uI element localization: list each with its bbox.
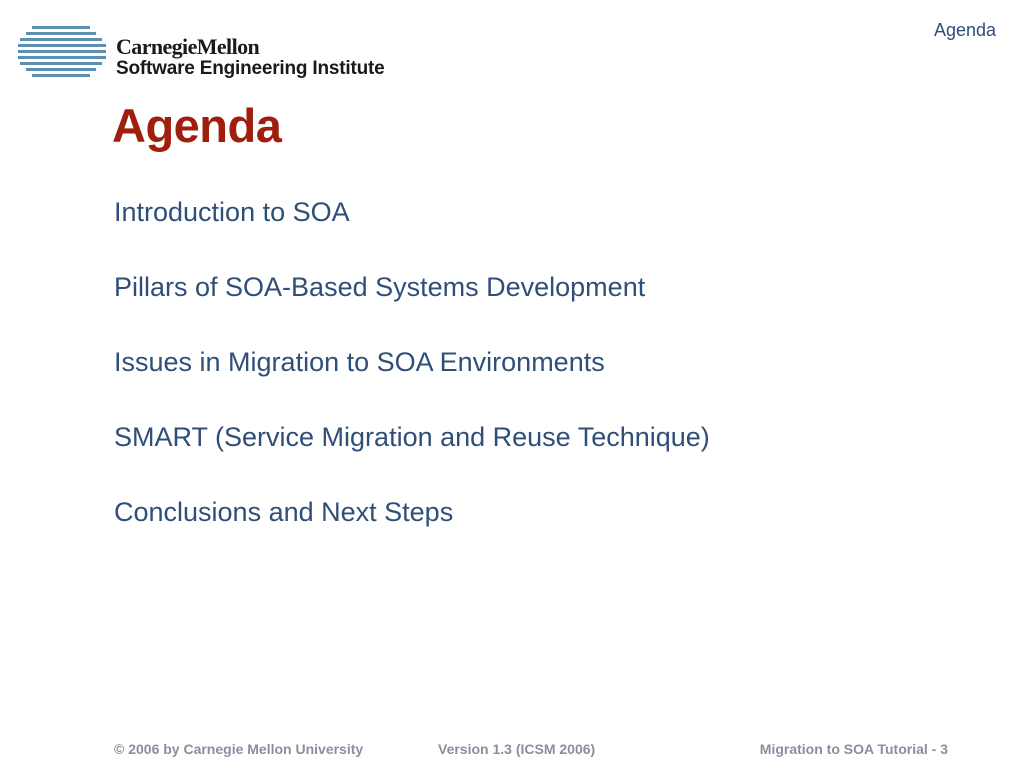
agenda-item: Conclusions and Next Steps — [114, 497, 454, 527]
sei-striped-logo-icon — [18, 24, 108, 80]
logo-university-name: CarnegieMellon — [116, 34, 260, 59]
footer-copyright: © 2006 by Carnegie Mellon University — [114, 741, 364, 757]
section-label: Agenda — [933, 20, 996, 40]
logo-institute-name: Software Engineering Institute — [116, 58, 385, 79]
footer-version: Version 1.3 (ICSM 2006) — [438, 741, 596, 757]
agenda-item: Issues in Migration to SOA Environments — [114, 347, 605, 377]
sei-logo — [18, 24, 418, 82]
agenda-item: SMART (Service Migration and Reuse Technique) — [114, 422, 710, 452]
slide-title: Agenda — [112, 99, 282, 152]
agenda-item: Introduction to SOA — [114, 197, 350, 227]
agenda-item: Pillars of SOA-Based Systems Development — [114, 272, 646, 302]
agenda-list — [114, 193, 710, 568]
footer-page-number: Migration to SOA Tutorial - 3 — [759, 741, 948, 757]
